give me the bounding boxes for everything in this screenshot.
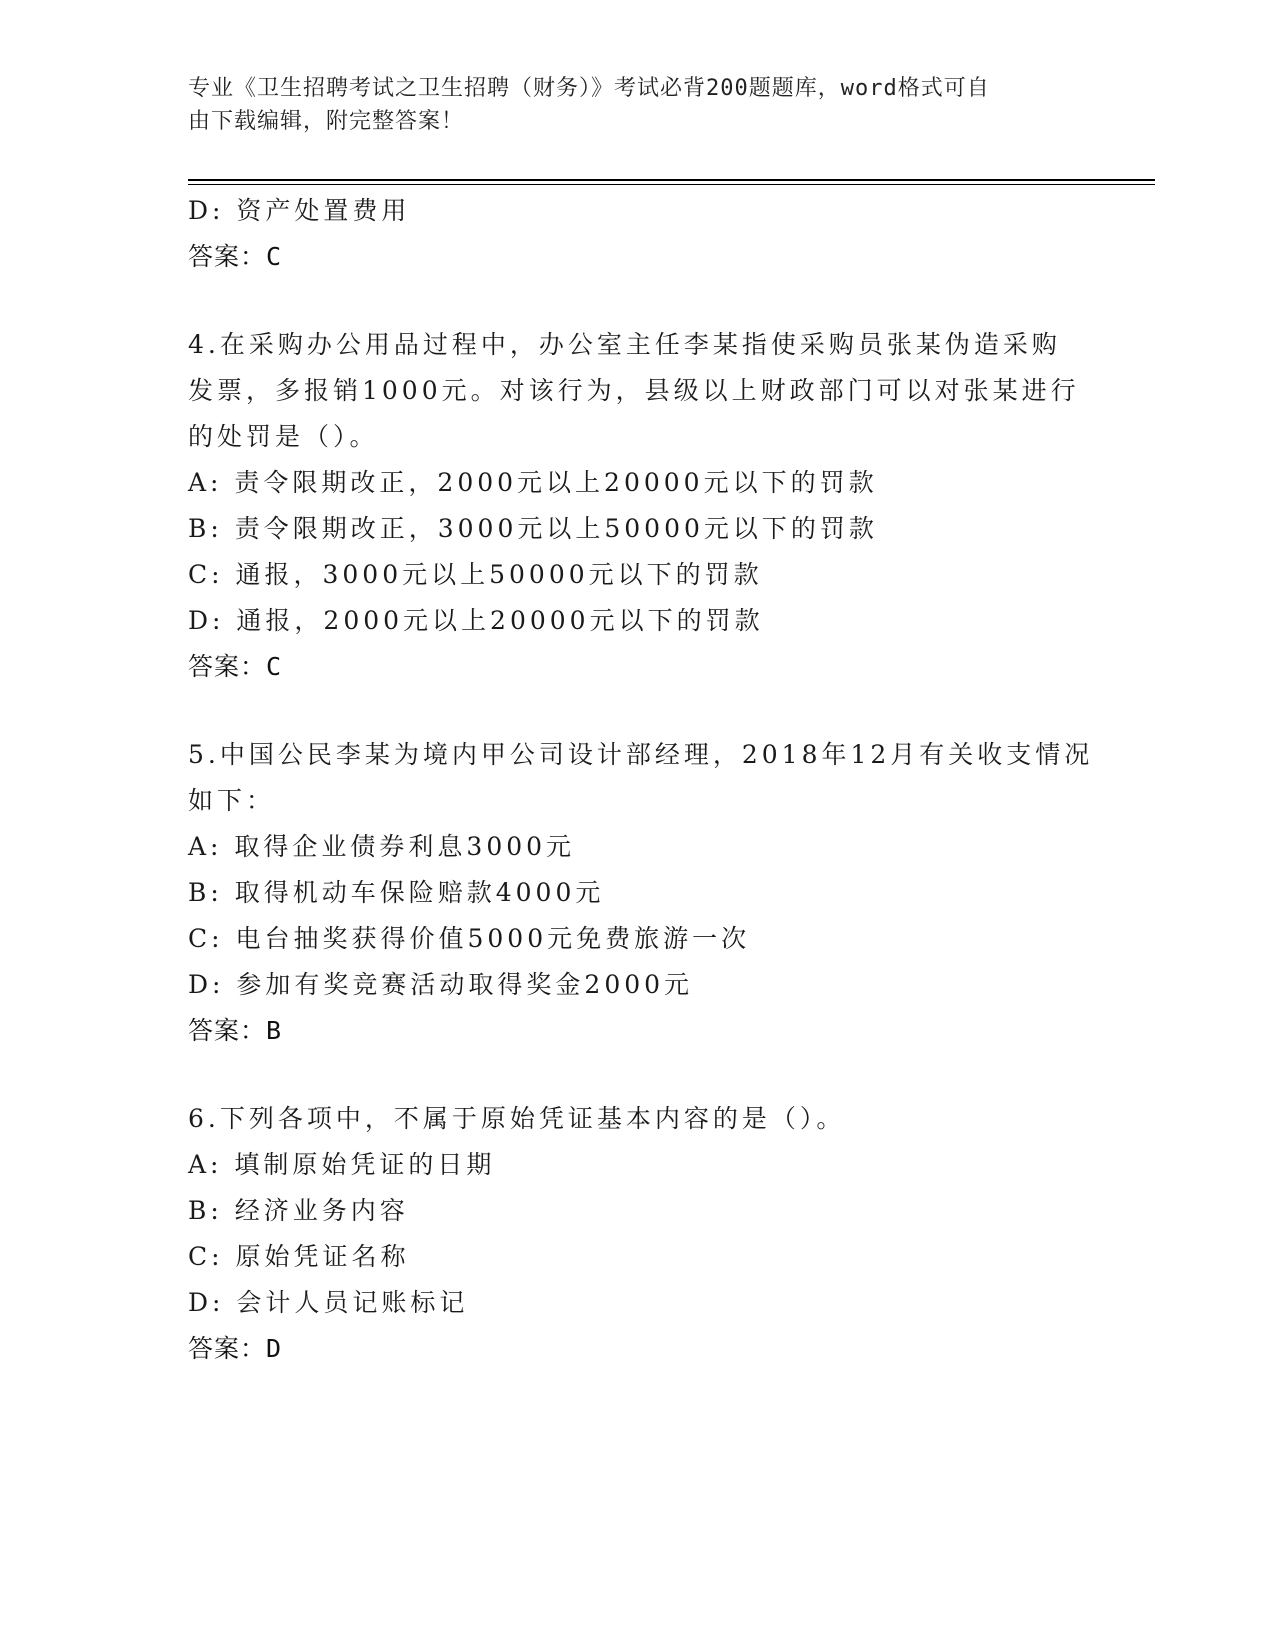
q4-stem-line-2: 发票，多报销1000元。对该行为，县级以上财政部门可以对张某进行 (188, 376, 1080, 405)
question-3-tail (188, 188, 1088, 280)
q4-option-b: B: 责令限期改正，3000元以上50000元以下的罚款 (188, 514, 878, 543)
q4-option-c: C: 通报，3000元以上50000元以下的罚款 (188, 560, 763, 589)
q5-answer: 答案：B (188, 1016, 283, 1045)
header-line-2: 由下载编辑，附完整答案！ (188, 109, 465, 134)
spacer (188, 690, 1088, 732)
q4-answer: 答案：C (188, 652, 283, 681)
q3-option-d: D: 资产处置费用 (188, 196, 411, 225)
q4-option-a: A: 责令限期改正，2000元以上20000元以下的罚款 (188, 468, 878, 497)
q6-answer: 答案：D (188, 1334, 283, 1363)
document-header (188, 72, 1088, 138)
spacer (188, 280, 1088, 322)
question-list (188, 188, 1094, 1372)
header-line-1: 专业《卫生招聘考试之卫生招聘（财务）》考试必背200题题库，word格式可自 (188, 76, 990, 101)
q6-option-b: B: 经济业务内容 (188, 1196, 409, 1225)
q5-option-c: C: 电台抽奖获得价值5000元免费旅游一次 (188, 924, 751, 953)
question-4 (188, 322, 1088, 690)
q5-stem-line-1: 5.中国公民李某为境内甲公司设计部经理，2018年12月有关收支情况 (188, 740, 1094, 769)
q3-answer: 答案：C (188, 242, 283, 271)
question-5 (188, 732, 1094, 1054)
q6-option-a: A: 填制原始凭证的日期 (188, 1150, 496, 1179)
q5-stem-line-2: 如下： (188, 786, 276, 815)
spacer (188, 1054, 1088, 1096)
q5-option-a: A: 取得企业债券利息3000元 (188, 832, 576, 861)
question-6 (188, 1096, 1088, 1372)
q4-option-d: D: 通报，2000元以上20000元以下的罚款 (188, 606, 764, 635)
q4-stem-line-1: 4.在采购办公用品过程中，办公室主任李某指使采购员张某伪造采购 (188, 330, 1061, 359)
header-divider-thick (188, 179, 1155, 181)
q6-option-d: D: 会计人员记账标记 (188, 1288, 469, 1317)
q6-stem-line-1: 6.下列各项中，不属于原始凭证基本内容的是（）。 (188, 1104, 846, 1133)
q5-option-b: B: 取得机动车保险赔款4000元 (188, 878, 605, 907)
q5-option-d: D: 参加有奖竞赛活动取得奖金2000元 (188, 970, 694, 999)
q6-option-c: C: 原始凭证名称 (188, 1242, 410, 1271)
q4-stem-line-3: 的处罚是（）。 (188, 422, 379, 451)
header-divider-thin (188, 184, 1155, 185)
